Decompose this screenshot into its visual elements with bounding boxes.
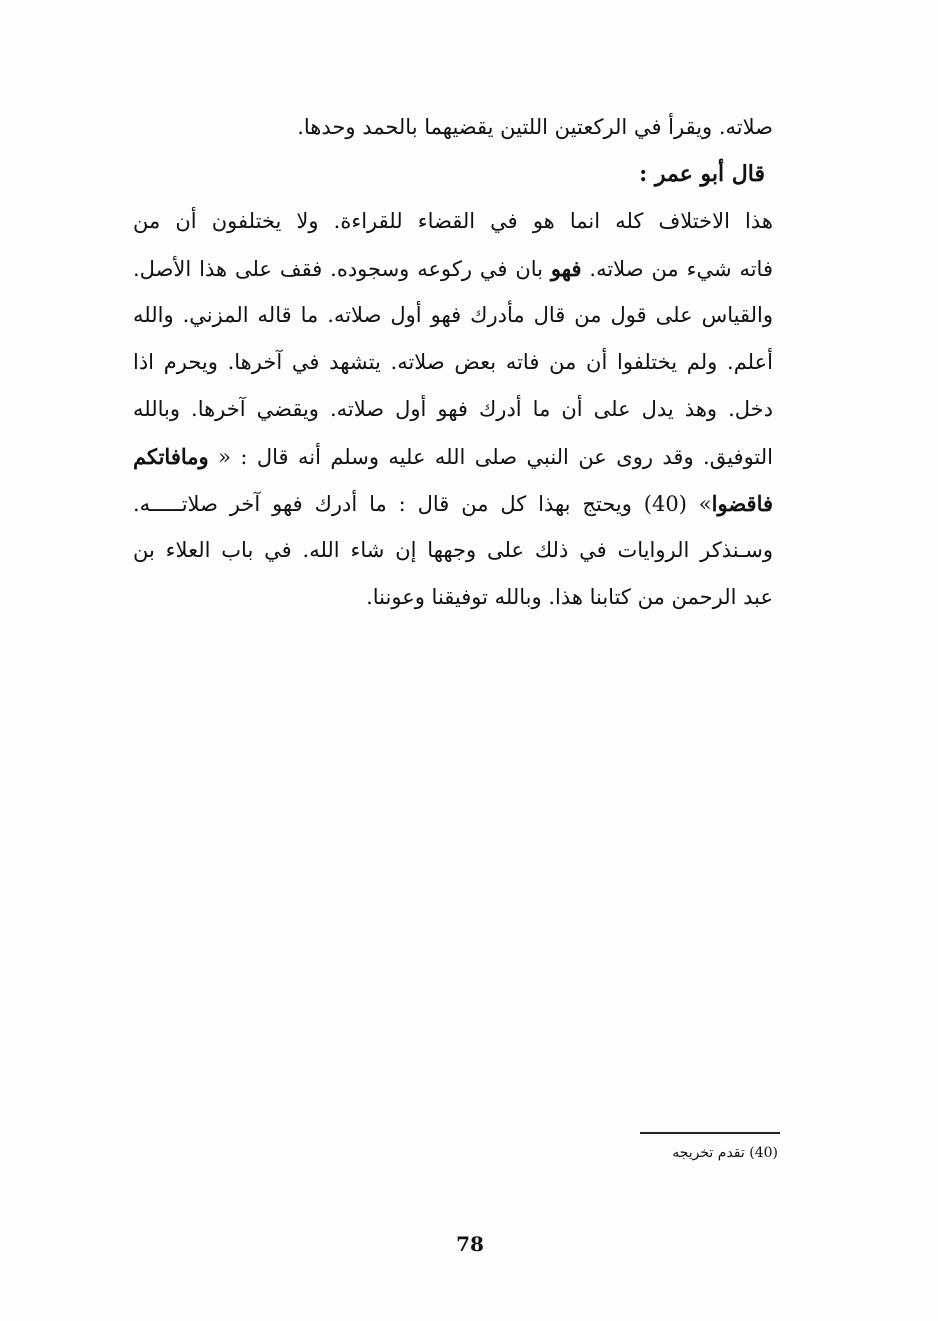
section-heading: قال أبو عمر : (639, 161, 765, 187)
hadith-quote: ومافاتكم (133, 444, 209, 469)
text-line-content: التوفيق. وقد روى عن النبي صلى الله عليه وسلم أنه قال : « (208, 445, 773, 469)
text-line (133, 245, 773, 292)
text-line: دخل. وهذ يدل على أن ما أدرك فهو أول صلاته. ويقضي آخرها. وبالله (133, 397, 773, 421)
text-line: وسـنذكر الروايات في ذلك على وجهها إن شاء الله. في باب العلاء بن (133, 538, 773, 562)
text-line (133, 104, 773, 151)
text-line: عبد الرحمن من كتابنا هذا. وبالله توفيقنا وعوننا. (366, 585, 773, 609)
text-line (133, 433, 773, 480)
text-line: والقياس على قول من قال مأدرك فهو أول صلاته. ما قاله المزني. والله (133, 303, 773, 327)
text-line-content: فاته شيء من صلاته. (581, 257, 773, 281)
page-number: 78 (456, 1232, 484, 1256)
text-line-content: » (40) ويحتج بهذا كل من قال : ما أدرك فهو آخر صلاتـــــه. (133, 492, 712, 516)
text-line: أعلم. ولم يختلفوا أن من فاته بعض صلاته. يتشهد في آخرها. ويحرم اذا (133, 350, 773, 374)
text-line-content: صلاته. ويقرأ في الركعتين اللتين يقضيهما بالحمد وحدها. (297, 115, 773, 139)
text-line-content: بان في ركوعه وسجوده. فقف على هذا الأصل. (133, 257, 551, 281)
main-text (133, 104, 773, 621)
hadith-quote: فاقضوا (711, 491, 773, 516)
footnote: (40) تقدم تخريجه (672, 1145, 778, 1161)
bold-word: فهو (550, 256, 582, 281)
text-line: هذا الاختلاف كله انما هو في القضاء للقراءة. ولا يختلفون أن من (133, 209, 773, 233)
text-line (133, 480, 773, 527)
footnote-divider (640, 1132, 780, 1134)
